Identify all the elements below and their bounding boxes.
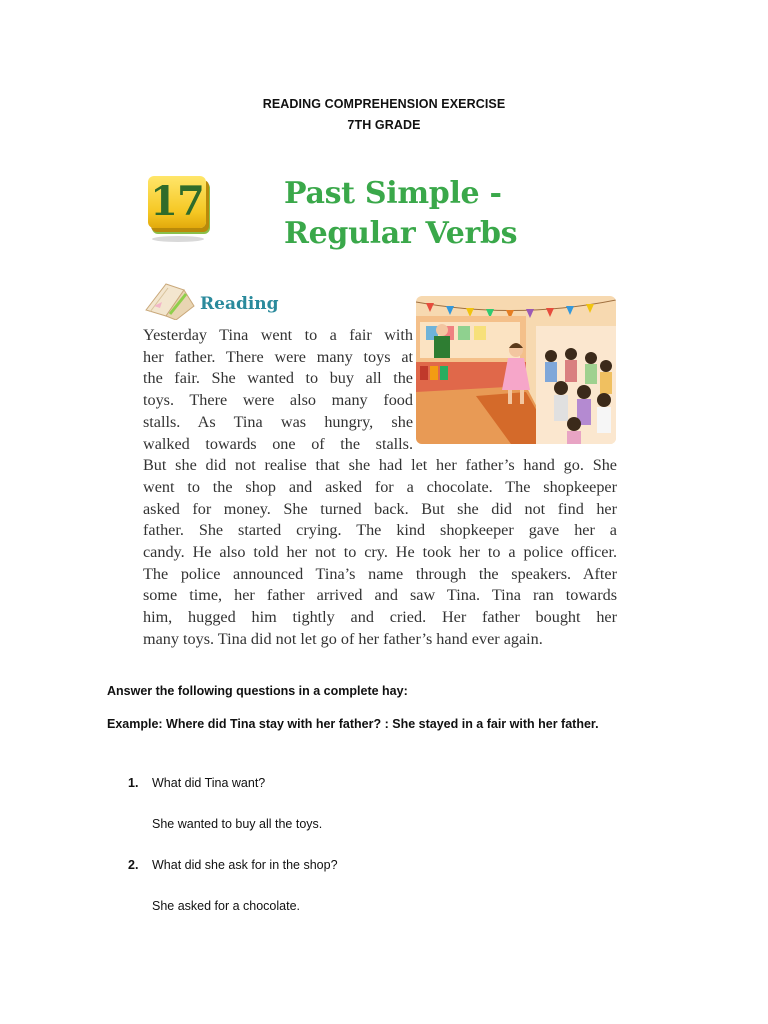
- lesson-number-badge: [146, 176, 210, 246]
- passage-line: toys. There were also many food: [143, 391, 413, 410]
- question-text: What did she ask for in the shop?: [152, 858, 338, 872]
- passage-line: went to the shop and asked for a chocolate. The shopkeeper: [143, 477, 617, 496]
- question-item: [128, 858, 688, 940]
- passage-line: The police announced Tina’s name through the speakers. After: [143, 564, 617, 583]
- question-text: What did Tina want?: [152, 776, 266, 790]
- lesson-number: 17: [150, 178, 204, 225]
- passage-line: father. She started crying. The kind shopkeeper gave her a: [143, 521, 617, 540]
- answer-text: She asked for a chocolate.: [152, 899, 301, 913]
- passage-line: asked for money. She turned back. But she did not find her: [143, 499, 617, 518]
- instructions-text: Answer the following questions in a complete hay:: [107, 684, 408, 698]
- open-book-icon: [140, 276, 200, 320]
- question-item: [128, 776, 688, 858]
- lesson-title-line-2: Regular Verbs: [284, 216, 518, 251]
- answer-text: She wanted to buy all the toys.: [152, 817, 323, 831]
- passage-line: some time, her father arrived and saw Tina. Tina ran towards: [143, 586, 617, 605]
- passage-line: her father. There were many toys at: [143, 347, 413, 366]
- passage-line: stalls. As Tina was hungry, she: [143, 412, 413, 431]
- passage-line: But she did not realise that she had let her father’s hand go. She: [143, 456, 617, 475]
- question-number: 1.: [128, 776, 139, 790]
- passage-line: the fair. She wanted to buy all the: [143, 369, 413, 388]
- worksheet-title: READING COMPREHENSION EXERCISE: [262, 97, 506, 111]
- worksheet-header: [0, 94, 768, 136]
- lesson-title: [284, 174, 604, 254]
- reading-section-label: Reading: [200, 294, 279, 314]
- lesson-title-line-1: Past Simple -: [284, 176, 502, 211]
- question-list: [128, 776, 688, 940]
- reading-passage: [143, 325, 617, 651]
- question-number: 2.: [128, 858, 139, 872]
- grade-label: 7TH GRADE: [347, 118, 421, 132]
- passage-line: walked towards one of the stalls.: [143, 434, 413, 453]
- example-text: Example: Where did Tina stay with her father? : She stayed in a fair with her father.: [107, 717, 599, 731]
- passage-line: him, hugged him tightly and cried. Her father bought her: [143, 608, 617, 627]
- passage-line: candy. He also told her not to cry. He took her to a police officer.: [143, 543, 617, 562]
- passage-line: Yesterday Tina went to a fair with: [143, 326, 413, 344]
- passage-line: many toys. Tina did not let go of her father’s hand ever again.: [143, 629, 543, 648]
